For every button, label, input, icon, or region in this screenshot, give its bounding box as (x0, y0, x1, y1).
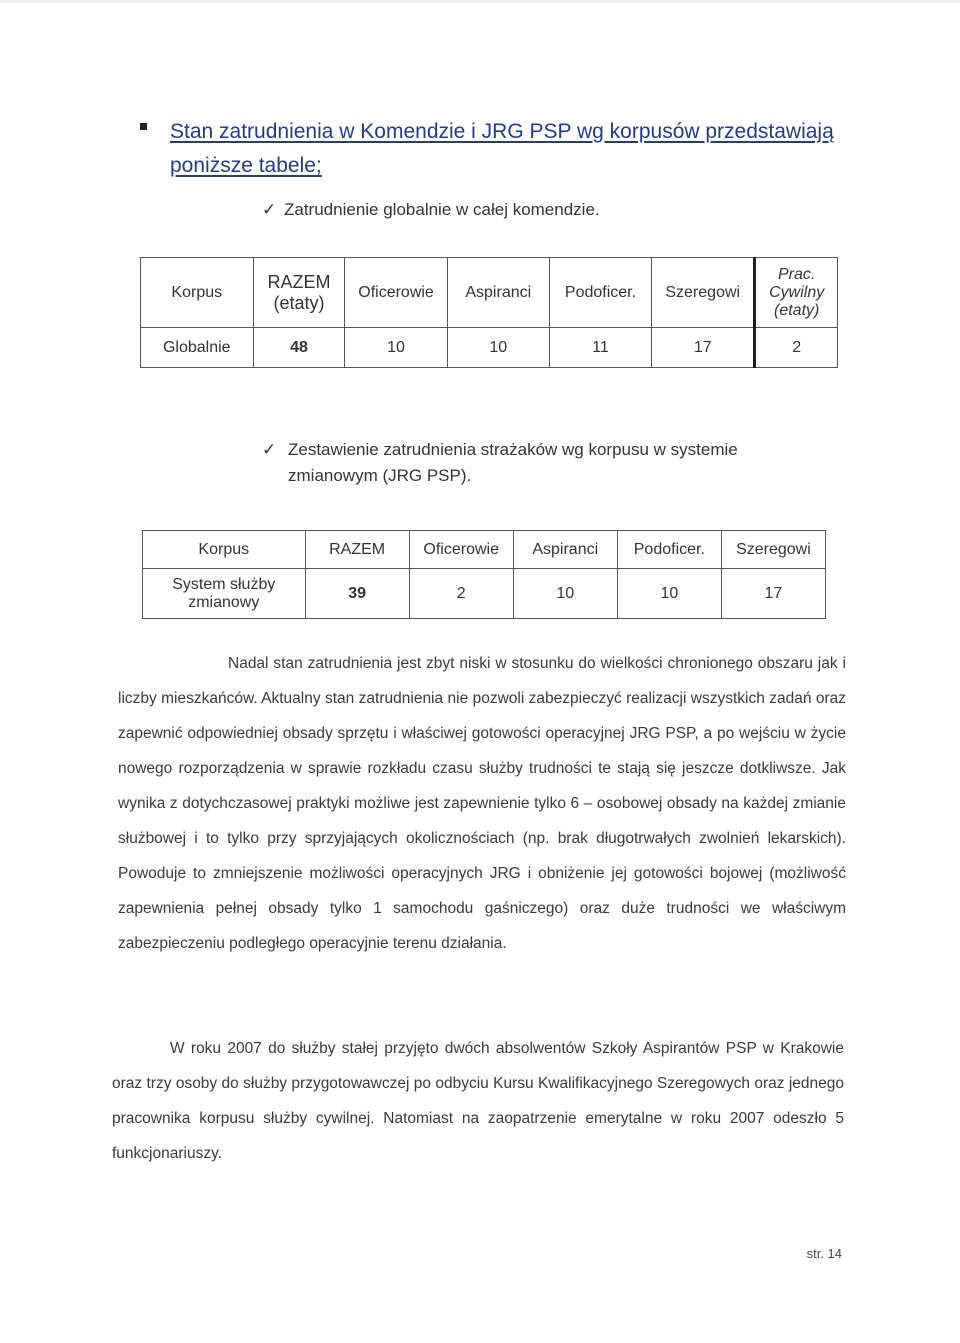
paragraph-staffing (118, 646, 846, 961)
checkmark-icon: ✓ (262, 200, 277, 219)
header-korpus: Korpus (141, 258, 254, 328)
paragraph-recruitment (112, 1031, 844, 1171)
checkmark-icon: ✓ (262, 440, 277, 459)
header-aspiranci: Aspiranci (447, 258, 549, 328)
cell-korpus: Globalnie (141, 328, 254, 368)
scan-edge (0, 0, 960, 3)
cell-razem: 39 (305, 569, 409, 619)
cell-prac-cywilny: 2 (755, 328, 838, 368)
header-podoficer: Podoficer. (617, 531, 721, 569)
header-oficerowie: Oficerowie (409, 531, 513, 569)
checklist-text: Zatrudnienie globalnie w całej komendzie. (284, 200, 600, 219)
cell-podoficer: 11 (549, 328, 651, 368)
header-razem: RAZEM (305, 531, 409, 569)
page-number: str. 14 (806, 1246, 842, 1261)
cell-oficerowie: 2 (409, 569, 513, 619)
header-podoficer: Podoficer. (549, 258, 651, 328)
paragraph-text: Nadal stan zatrudnienia jest zbyt niski w stosunku do wielkości chronionego obszaru jak i liczby mieszkańców. Aktualny stan zatrudnienia nie pozwoli zabezpieczyć realizacji wszystkich zadań oraz zapewnić odpowiedniej obsady sprzętu i właściwej gotowości operacyjnej JRG PSP, a po wejściu w życie nowego rozporządzenia w sprawie rozkładu czasu służby trudności te stają się jeszcze dotkliwsze. Jak wynika z dotychczasowej praktyki możliwe jest zapewnienie tylko 6 – osobowej obsady na każdej zmianie służbowej i to tylko przy sprzyjających okolicznościach (np. brak długotrwałych zwolnień lekarskich). Powoduje to zmniejszenie możliwości operacyjnych JRG i obniżenie jej gotowości bojowej (możliwość zapewnienia pełnej obsady tylko 1 samochodu gaśniczego) oraz duże trudności we właściwym zabezpieczeniu podległego operacyjnie terenu działania. (118, 655, 846, 952)
employment-table-global (140, 257, 838, 368)
header-aspiranci: Aspiranci (513, 531, 617, 569)
table-header-row (141, 258, 838, 328)
cell-korpus: System służby zmianowy (143, 569, 306, 619)
checklist-item-shift (262, 437, 802, 489)
table-row (141, 328, 838, 368)
cell-szeregowi: 17 (721, 569, 825, 619)
header-razem: RAZEM (etaty) (253, 258, 345, 328)
cell-szeregowi: 17 (652, 328, 755, 368)
employment-table-shift (142, 530, 826, 619)
header-korpus: Korpus (143, 531, 306, 569)
table-header-row (143, 531, 826, 569)
table-row (143, 569, 826, 619)
cell-podoficer: 10 (617, 569, 721, 619)
bullet-icon (140, 123, 147, 130)
section-bullet (140, 115, 880, 183)
checklist-item-global (262, 197, 862, 223)
header-szeregowi: Szeregowi (652, 258, 755, 328)
cell-aspiranci: 10 (447, 328, 549, 368)
header-szeregowi: Szeregowi (721, 531, 825, 569)
cell-aspiranci: 10 (513, 569, 617, 619)
section-heading: Stan zatrudnienia w Komendzie i JRG PSP wg korpusów przedstawiają poniższe tabele; (170, 120, 834, 177)
cell-razem: 48 (253, 328, 345, 368)
header-oficerowie: Oficerowie (345, 258, 447, 328)
checklist-text: Zestawienie zatrudnienia strażaków wg korpusu w systemie zmianowym (JRG PSP). (288, 440, 738, 485)
cell-oficerowie: 10 (345, 328, 447, 368)
paragraph-text: W roku 2007 do służby stałej przyjęto dwóch absolwentów Szkoły Aspirantów PSP w Krakowie oraz trzy osoby do służby przygotowawczej po odbyciu Kursu Kwalifikacyjnego Szeregowych oraz jednego pracownika korpusu służby cywilnej. Natomiast na zaopatrzenie emerytalne w roku 2007 odeszło 5 funkcjonariuszy. (112, 1040, 844, 1162)
header-prac-cywilny: Prac. Cywilny (etaty) (755, 258, 838, 328)
